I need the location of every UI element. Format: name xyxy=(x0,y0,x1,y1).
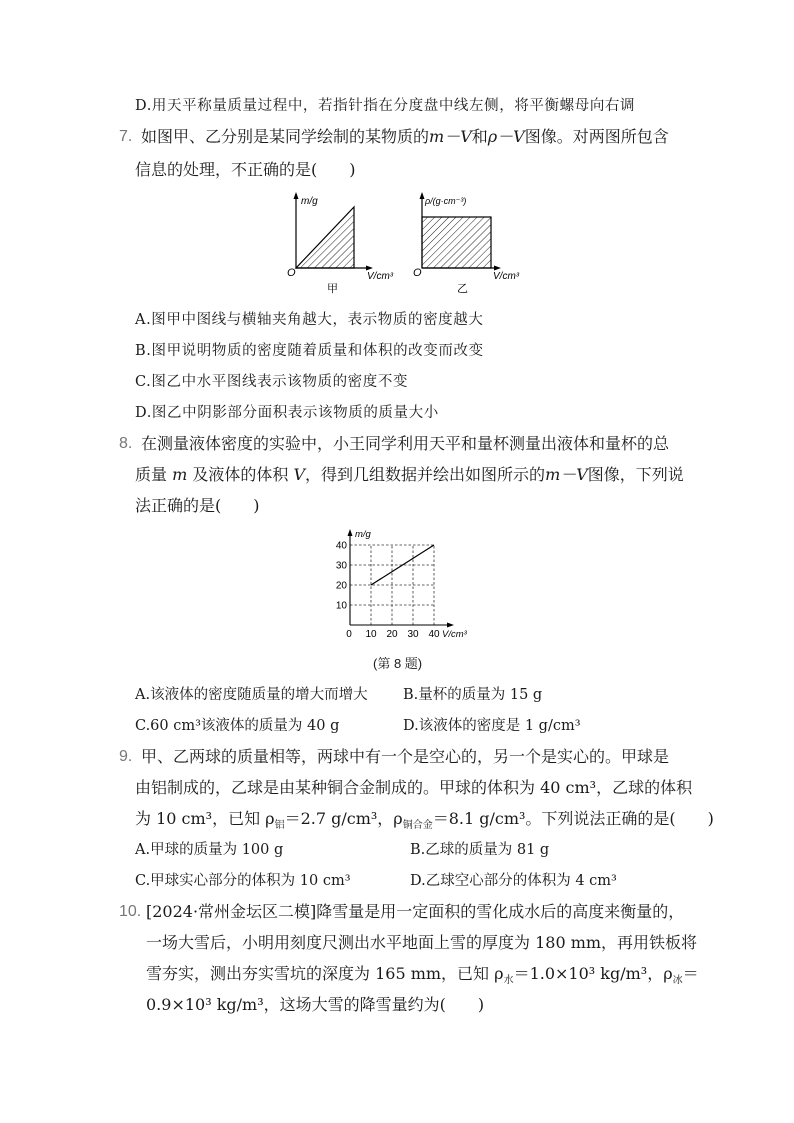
q8-text-2d: 图像，下列说 xyxy=(587,465,684,484)
q10-sub-water: 水 xyxy=(503,975,514,987)
x-axis-label: V/cm³ xyxy=(442,629,467,640)
q10-number: 10. xyxy=(119,903,142,920)
q9-option-d: D.乙球空心部分的体积为 4 cm³ xyxy=(410,873,617,889)
x-label: V/cm³ xyxy=(493,271,520,282)
y-axis-arrow-icon xyxy=(348,529,353,536)
y-axis-label: m/g xyxy=(355,529,371,540)
q7-figure-b xyxy=(410,192,530,302)
caption: 乙 xyxy=(457,283,468,295)
x-tick-0: 0 xyxy=(346,629,352,640)
shaded-rectangle xyxy=(422,217,491,268)
q8-text-2c: ，得到几组数据并绘出如图所示的 xyxy=(305,465,546,484)
y-label: m/g xyxy=(301,196,318,207)
q8-option-d: D.该液体的密度是 1 g/cm³ xyxy=(403,718,581,734)
q9-option-c: C.甲球实心部分的体积为 10 cm³ xyxy=(135,873,351,889)
q9-sub-cu: 铜合金 xyxy=(402,820,433,832)
q8-line-3: 法正确的是( ) xyxy=(135,496,260,515)
y-axis-arrow-icon xyxy=(294,192,299,199)
q7-option-d: D.图乙中阴影部分面积表示该物质的质量大小 xyxy=(135,405,439,421)
x-axis-arrow-icon xyxy=(366,266,373,271)
q10-line-3 xyxy=(146,964,699,991)
origin-label: O xyxy=(287,267,296,279)
x-label: V/cm³ xyxy=(367,271,394,282)
q9-line-3 xyxy=(135,809,714,836)
x-axis-arrow-icon xyxy=(494,266,501,271)
x-tick-10: 10 xyxy=(365,629,377,640)
y-axis-arrow-icon xyxy=(420,192,425,199)
q9-text-3a: 为 10 cm³，已知 ρ xyxy=(135,809,275,828)
q7-rho-v: ρ－V xyxy=(487,127,525,146)
q9-number: 9. xyxy=(119,748,133,765)
q7-line-2: 信息的处理，不正确的是( ) xyxy=(135,160,356,179)
q8-line-2 xyxy=(135,465,684,485)
q10-text-3a: 雪夯实，测出夯实雪坑的深度为 165 mm，已知 ρ xyxy=(146,964,504,983)
q10-text-1: [2024·常州金坛区二模]降雪量是用一定面积的雪化成水后的高度来衡量的， xyxy=(146,902,685,921)
q7-and: 和 xyxy=(471,127,488,146)
q7-option-b: B.图甲说明物质的密度随着质量和体积的改变而改变 xyxy=(135,343,484,359)
caption: 甲 xyxy=(327,283,338,295)
q8-number: 8. xyxy=(119,435,133,452)
q7-figure-a xyxy=(284,192,408,302)
q8-option-b: B.量杯的质量为 15 g xyxy=(403,687,543,703)
q7-option-a: A.图甲中图线与横轴夹角越大，表示物质的密度越大 xyxy=(135,312,484,328)
q9-text-3c: ＝8.1 g/cm³。下列说法正确的是( ) xyxy=(432,809,714,828)
y-tick-40: 40 xyxy=(335,540,347,552)
q10-text-3c: ＝ xyxy=(682,964,699,983)
q8-text-2a: 质量 xyxy=(135,465,168,484)
q7-text-1: 如图甲、乙分别是某同学绘制的某物质的 xyxy=(141,127,430,146)
q7-number: 7. xyxy=(119,128,133,145)
q8-chart xyxy=(320,525,480,645)
q8-option-c: C.60 cm³该液体的质量为 40 g xyxy=(135,718,340,734)
q9-text-3b: ＝2.7 g/cm³，ρ xyxy=(284,809,403,828)
y-tick-30: 30 xyxy=(335,560,347,572)
q6-option-d: D.用天平称量质量过程中，若指针指在分度盘中线左侧，将平衡螺母向右调 xyxy=(135,98,636,114)
q10-text-3b: ＝1.0×10³ kg/m³，ρ xyxy=(513,964,673,983)
x-tick-40: 40 xyxy=(428,629,440,640)
x-axis-arrow-icon xyxy=(447,623,454,628)
q10-sub-ice: 冰 xyxy=(672,975,683,987)
x-tick-20: 20 xyxy=(386,629,398,640)
q8-caption: (第 8 题) xyxy=(373,656,423,671)
origin-label: O xyxy=(413,267,422,279)
q10-line-4: 0.9×10³ kg/m³，这场大雪的降雪量约为( ) xyxy=(146,995,485,1014)
q8-m: m xyxy=(172,465,188,484)
q7-option-c: C.图乙中水平图线表示该物质的密度不变 xyxy=(135,374,409,390)
q8-v: V xyxy=(293,465,306,484)
q8-text-2b: 及液体的体积 xyxy=(192,465,289,484)
y-label: ρ/(g·cm⁻³) xyxy=(425,196,467,206)
q9-option-b: B.乙球的质量为 81 g xyxy=(410,842,550,858)
q9-option-a: A.甲球的质量为 100 g xyxy=(135,842,284,858)
q8-option-a: A.该液体的密度随质量的增大而增大 xyxy=(135,687,368,703)
chart-grid xyxy=(350,545,434,625)
y-tick-10: 10 xyxy=(335,600,347,612)
q9-sub-al: 铝 xyxy=(274,820,285,832)
q10-line-2: 一场大雪后，小明用刻度尺测出水平地面上雪的厚度为 180 mm，再用铁板将 xyxy=(146,933,698,952)
y-tick-20: 20 xyxy=(335,580,347,592)
shaded-triangle xyxy=(296,207,354,268)
q9-line-2: 由铝制成的，乙球是由某种铜合金制成的。甲球的体积为 40 cm³，乙球的体积 xyxy=(135,778,693,797)
chart-series xyxy=(371,545,434,585)
x-tick-30: 30 xyxy=(407,629,419,640)
q8-m-v: m－V xyxy=(545,465,588,484)
q8-text-1: 在测量液体密度的实验中，小王同学利用天平和量杯测量出液体和量杯的总 xyxy=(141,434,670,453)
series-line-0 xyxy=(371,545,434,585)
q7-text-1-end: 图像。对两图所包含 xyxy=(524,127,669,146)
q7-m-v: m－V xyxy=(429,127,472,146)
q9-text-1: 甲、乙两球的质量相等，两球中有一个是空心的，另一个是实心的。甲球是 xyxy=(141,747,670,766)
